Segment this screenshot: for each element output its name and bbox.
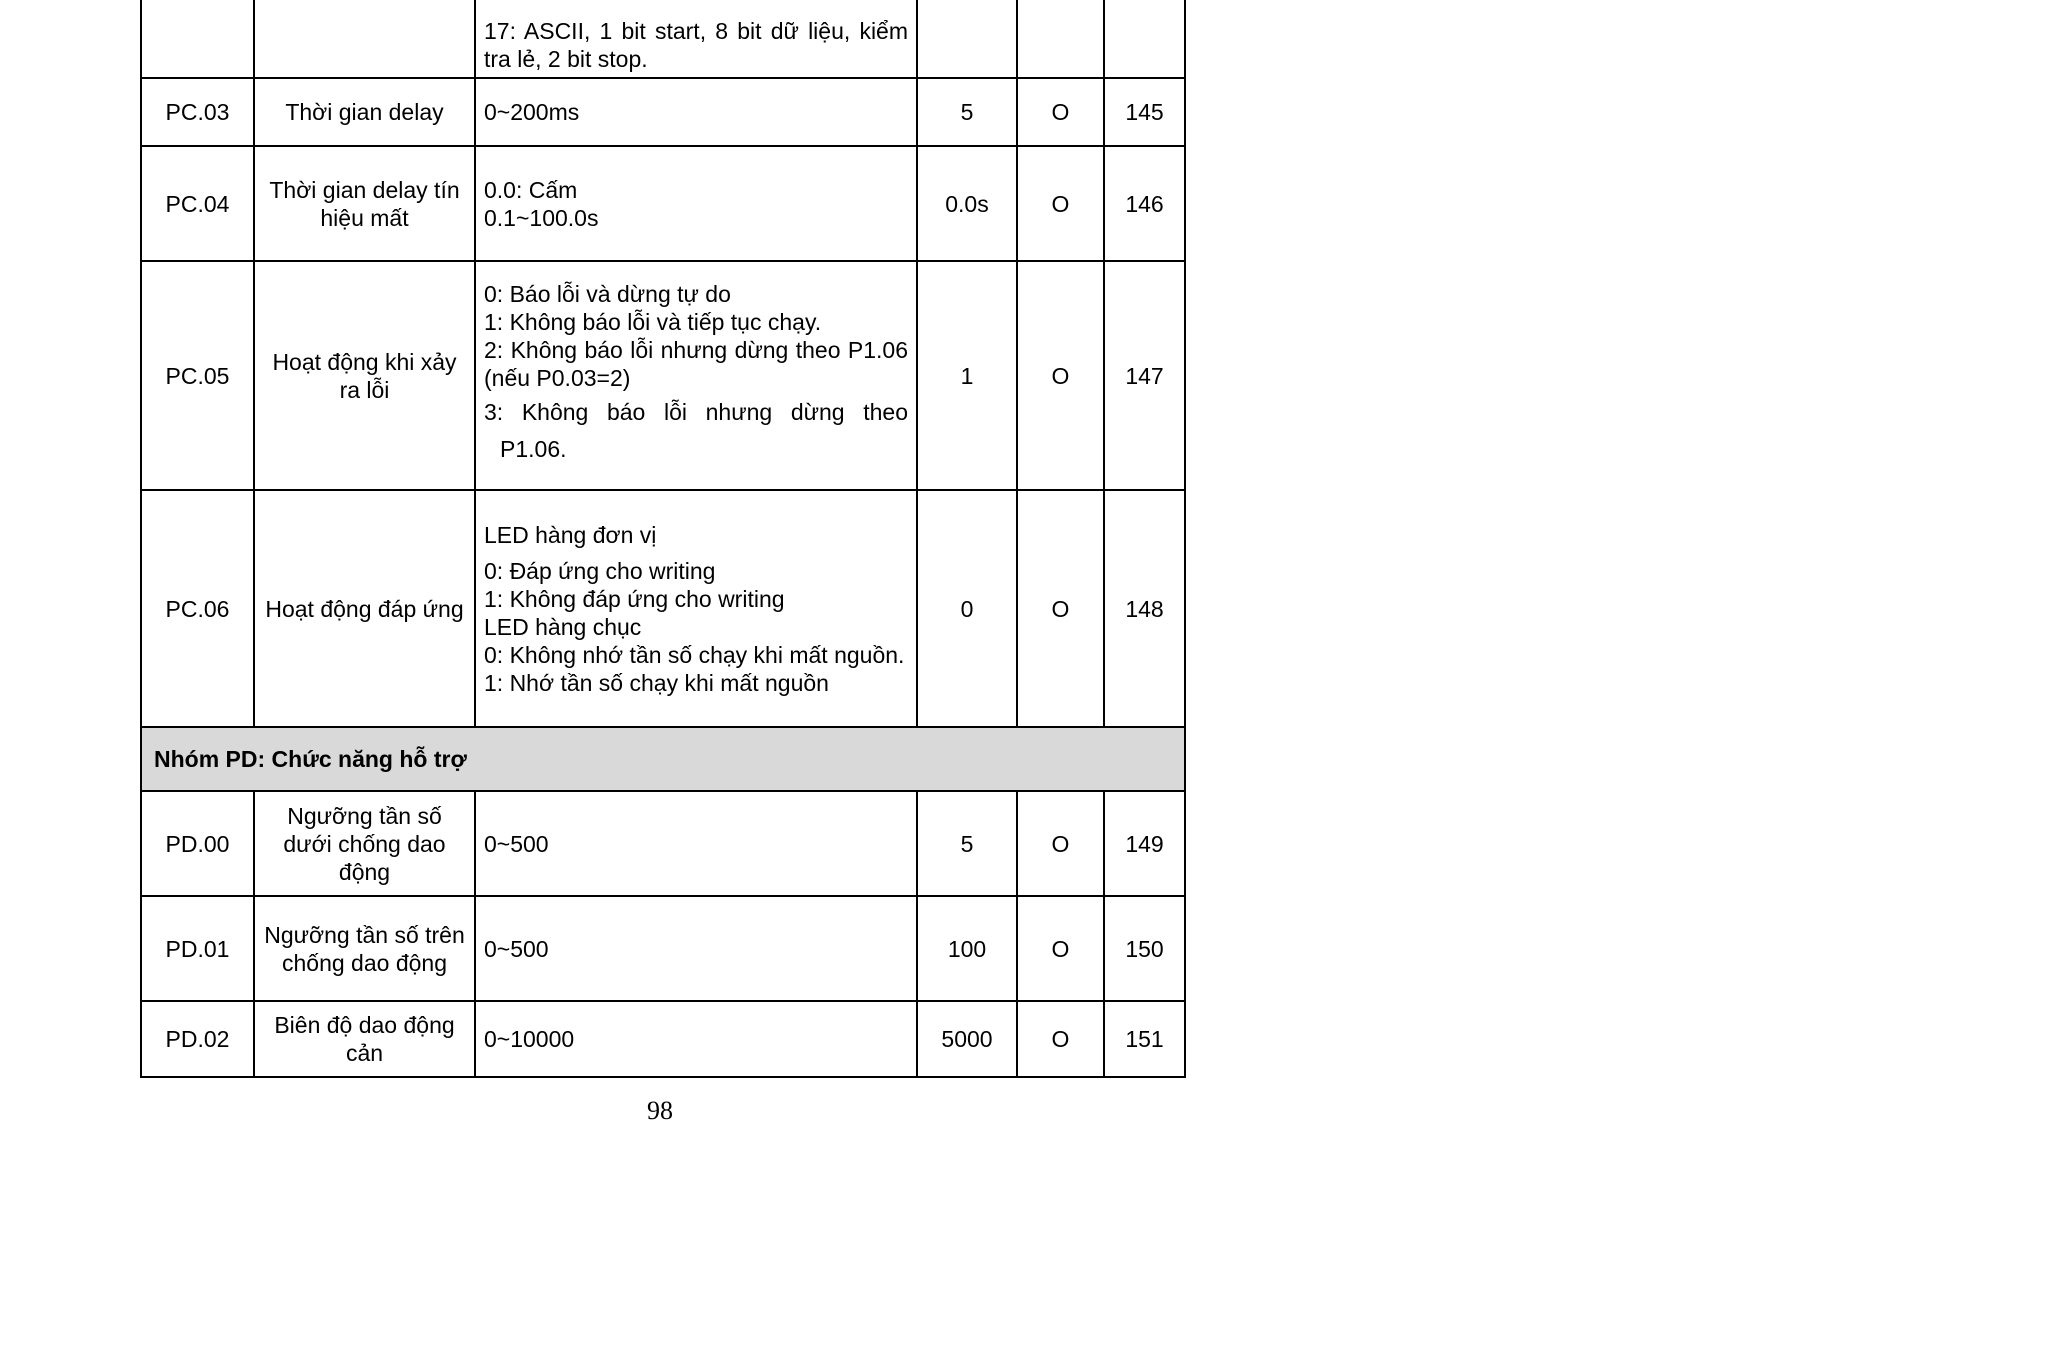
name-cell: Hoạt động khi xảy ra lỗi [254, 261, 475, 490]
range-line: 17: ASCII, 1 bit start, 8 bit dữ liệu, kiểm tra lẻ, 2 bit stop. [484, 18, 908, 72]
default-cell: 5 [917, 791, 1017, 896]
code-cell: PD.01 [141, 896, 254, 1001]
range-line: 0: Không nhớ tần số chạy khi mất nguồn. [484, 641, 905, 668]
range-line: 2: Không báo lỗi nhưng dừng theo P1.06 (nếu P0.03=2) [484, 336, 908, 391]
modify-cell: O [1017, 896, 1104, 1001]
default-cell: 0 [917, 490, 1017, 727]
address-cell: 148 [1104, 490, 1185, 727]
range-line: 1: Nhớ tần số chạy khi mất nguồn [484, 669, 829, 696]
default-cell: 100 [917, 896, 1017, 1001]
table-row [141, 896, 1185, 1001]
default-cell [917, 0, 1017, 78]
table-row [141, 261, 1185, 490]
table-row-partial [141, 0, 1185, 78]
range-line: LED hàng chục [484, 613, 642, 640]
name-cell: Ngưỡng tần số dưới chống dao động [254, 791, 475, 896]
code-cell: PC.06 [141, 490, 254, 727]
range-line: 0.1~100.0s [484, 204, 599, 231]
address-cell [1104, 0, 1185, 78]
range-line: 1: Không đáp ứng cho writing [484, 585, 785, 612]
table-row [141, 791, 1185, 896]
range-line: 0~200ms [484, 99, 580, 125]
range-cell [475, 146, 917, 261]
group-title: Nhóm PD: Chức năng hỗ trợ [141, 727, 1185, 791]
range-cell: 0~500 [475, 896, 917, 1001]
default-cell: 5 [917, 78, 1017, 146]
range-line: 1: Không báo lỗi và tiếp tục chạy. [484, 308, 822, 335]
default-cell: 5000 [917, 1001, 1017, 1077]
range-cell [475, 261, 917, 490]
name-cell: Ngưỡng tần số trên chống dao động [254, 896, 475, 1001]
address-cell: 149 [1104, 791, 1185, 896]
default-cell: 1 [917, 261, 1017, 490]
parameter-table [140, 0, 1186, 1078]
address-cell: 145 [1104, 78, 1185, 146]
page-number: 98 [647, 1096, 673, 1125]
code-cell [141, 0, 254, 78]
name-cell [254, 0, 475, 78]
range-line: 0: Đáp ứng cho writing [484, 557, 716, 584]
name-cell: Hoạt động đáp ứng [254, 490, 475, 727]
name-cell: Thời gian delay [254, 78, 475, 146]
range-cell [475, 490, 917, 727]
modify-cell: O [1017, 1001, 1104, 1077]
range-cell [475, 78, 917, 146]
code-cell: PD.02 [141, 1001, 254, 1077]
group-header-row [141, 727, 1185, 791]
range-line: 0: Báo lỗi và dừng tự do [484, 280, 731, 307]
address-cell: 147 [1104, 261, 1185, 490]
range-line: LED hàng đơn vị [484, 521, 657, 548]
modify-cell: O [1017, 261, 1104, 490]
table-row [141, 146, 1185, 261]
table-row [141, 78, 1185, 146]
range-cell [475, 0, 917, 78]
address-cell: 151 [1104, 1001, 1185, 1077]
range-line: P1.06. [500, 435, 567, 462]
range-cell: 0~10000 [475, 1001, 917, 1077]
table-row [141, 1001, 1185, 1077]
name-cell: Thời gian delay tín hiệu mất [254, 146, 475, 261]
range-line: 0.0: Cấm [484, 176, 578, 203]
modify-cell: O [1017, 146, 1104, 261]
modify-cell: O [1017, 78, 1104, 146]
modify-cell [1017, 0, 1104, 78]
modify-cell: O [1017, 791, 1104, 896]
parameter-table-page [140, 0, 1180, 1078]
name-cell: Biên độ dao động cản [254, 1001, 475, 1077]
range-cell: 0~500 [475, 791, 917, 896]
modify-cell: O [1017, 490, 1104, 727]
address-cell: 146 [1104, 146, 1185, 261]
code-cell: PC.05 [141, 261, 254, 490]
address-cell: 150 [1104, 896, 1185, 1001]
table-row [141, 490, 1185, 727]
code-cell: PC.03 [141, 78, 254, 146]
default-cell: 0.0s [917, 146, 1017, 261]
code-cell: PD.00 [141, 791, 254, 896]
code-cell: PC.04 [141, 146, 254, 261]
range-line: 3: Không báo lỗi nhưng dừng theo [484, 398, 908, 425]
